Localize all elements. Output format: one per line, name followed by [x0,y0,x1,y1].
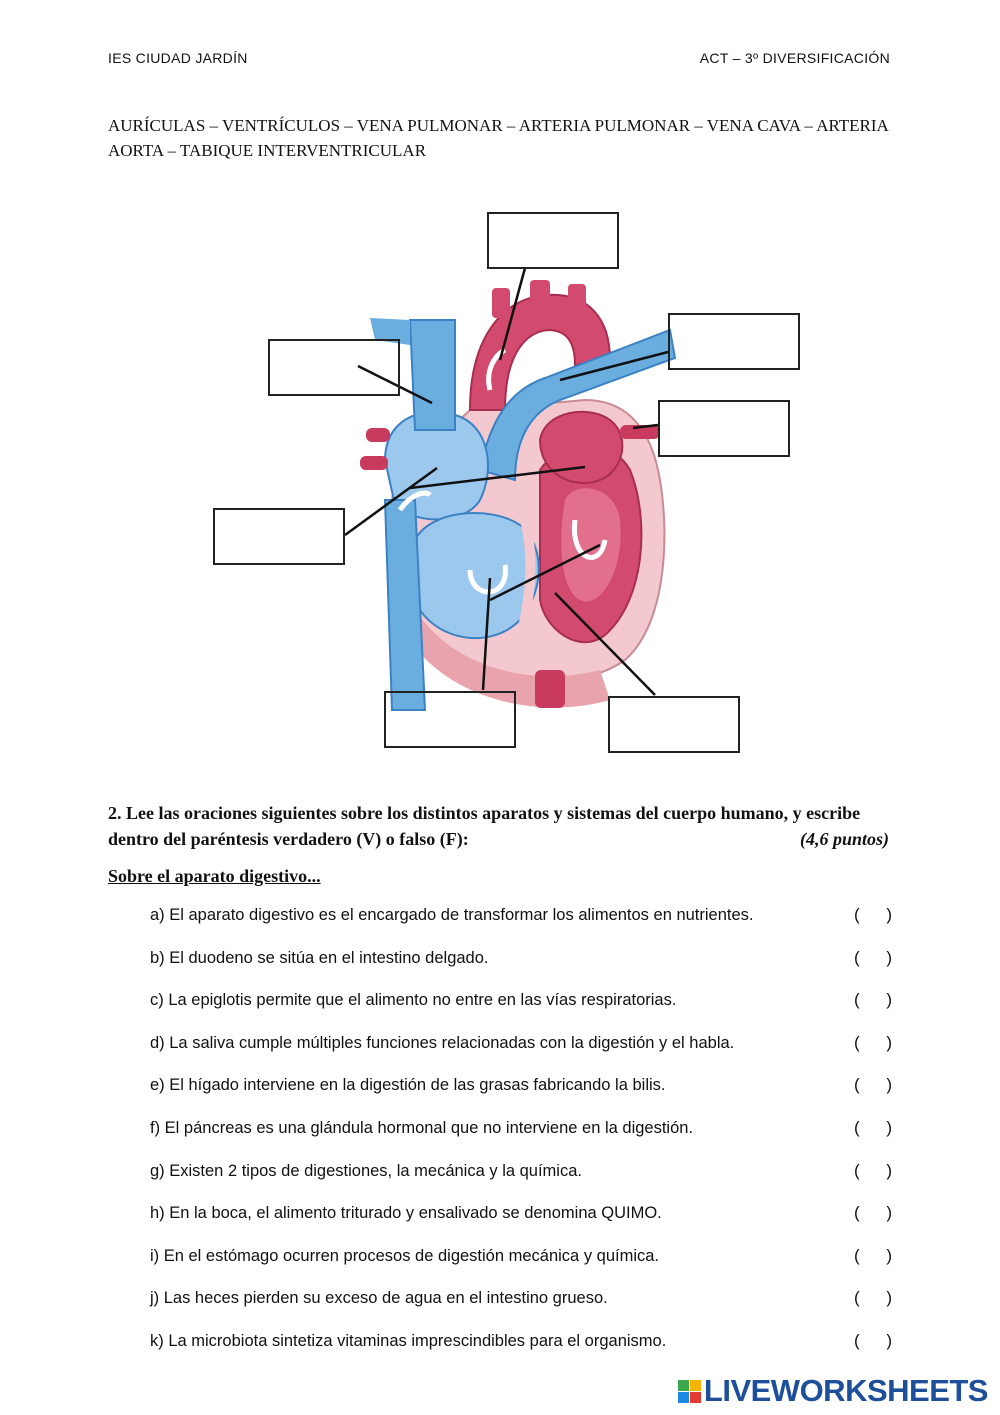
statement-text: k) La microbiota sintetiza vitaminas imprescindibles para el organismo. [150,1331,667,1350]
answer-field[interactable]: ( ) [854,1203,892,1223]
answer-field[interactable]: ( ) [854,1075,892,1095]
statement-text: g) Existen 2 tipos de digestiones, la mecánica y la química. [150,1161,582,1180]
answer-field[interactable]: ( ) [854,1117,892,1137]
answer-box-upper-right[interactable] [668,313,800,370]
statement-text: a) El aparato digestivo es el encargado de transformar los alimentos en nutrientes. [150,906,754,924]
list-item [150,1286,900,1329]
liveworksheets-logo [678,1373,988,1409]
list-item [150,1073,900,1116]
statement-text: d) La saliva cumple múltiples funciones relacionadas con la digestión y el habla. [150,1033,735,1052]
question-2-text: 2. Lee las oraciones siguientes sobre los distintos aparatos y sistemas del cuerpo humano, y escribe dentro del paréntesis verdadero (V) o falso (F): [108,803,861,849]
statement-text: c) La epiglotis permite que el alimento no entre en las vías respiratorias. [150,991,677,1010]
answer-box-bottom-left[interactable] [384,691,516,748]
answer-field[interactable]: ( ) [854,1160,892,1180]
list-item [150,946,900,989]
answer-field[interactable]: ( ) [854,947,892,967]
answer-field[interactable]: ( ) [854,1288,892,1308]
answer-field[interactable]: ( ) [854,990,892,1010]
list-item [150,903,900,946]
statement-text: i) En el estómago ocurren procesos de digestión mecánica y química. [150,1246,660,1265]
word-bank: AURÍCULAS – VENTRÍCULOS – VENA PULMONAR – ARTERIA PULMONAR – VENA CAVA – ARTERIA AORTA – TABIQUE INTERVENTRICULAR [108,116,888,160]
answer-box-upper-left[interactable] [268,339,400,396]
list-item [150,1201,900,1244]
statement-text: b) El duodeno se sitúa en el intestino delgado. [150,948,489,967]
section-title: Sobre el aparato digestivo... [108,866,321,886]
statement-text: h) En la boca, el alimento triturado y ensalivado se denomina QUIMO. [150,1204,662,1223]
answer-box-top[interactable] [487,212,619,269]
list-item [150,1031,900,1074]
superior-vena-cava [410,320,455,430]
header-school: IES CIUDAD JARDÍN [108,50,248,66]
answer-box-middle-right[interactable] [658,400,790,457]
answer-field[interactable]: ( ) [854,1330,892,1350]
list-item [150,1329,900,1372]
list-item [150,988,900,1031]
answer-field[interactable]: ( ) [854,905,892,924]
answer-field[interactable]: ( ) [854,1032,892,1052]
header-course: ACT – 3º DIVERSIFICACIÓN [699,50,890,66]
question-2 [108,800,893,852]
statement-list [150,903,900,1372]
answer-field[interactable]: ( ) [854,1245,892,1265]
statement-text: f) El páncreas es una glándula hormonal que no interviene en la digestión. [150,1118,694,1137]
list-item [150,1116,900,1159]
brand-text: LIVEWORKSHEETS [703,1373,988,1408]
statement-text: j) Las heces pierden su exceso de agua en el intestino grueso. [150,1289,608,1308]
answer-box-bottom-right[interactable] [608,696,740,753]
list-item [150,1244,900,1287]
list-item [150,1159,900,1202]
liveworksheets-logo-icon [678,1380,701,1403]
question-2-points: (4,6 puntos) [799,829,889,849]
answer-box-left[interactable] [213,508,345,565]
statement-text: e) El hígado interviene en la digestión de las grasas fabricando la bilis. [150,1076,666,1095]
